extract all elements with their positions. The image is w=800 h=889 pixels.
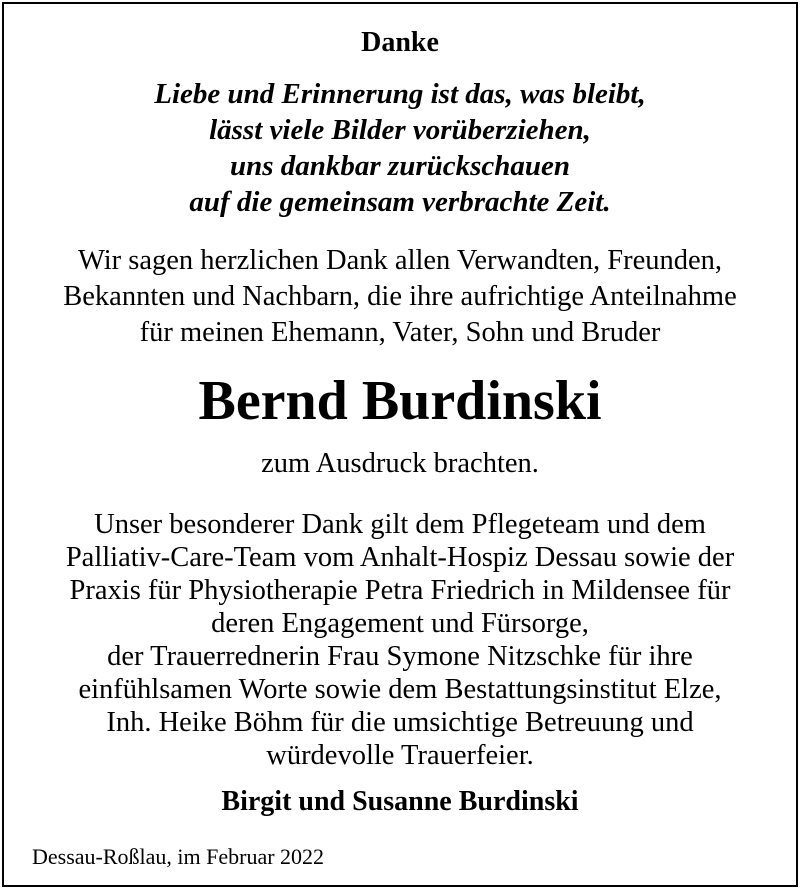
obituary-frame bbox=[2, 2, 798, 887]
place-date: Dessau-Roßlau, im Februar 2022 bbox=[32, 844, 325, 869]
special-thanks-line: Unser besonderer Dank gilt dem Pflegeteam und dem bbox=[94, 509, 706, 540]
thanks-line: für meinen Ehemann, Vater, Sohn und Bruder bbox=[139, 317, 661, 348]
deceased-name: Bernd Burdinski bbox=[198, 370, 602, 432]
special-thanks-line: der Trauerrednerin Frau Symone Nitzschke für ihre bbox=[107, 641, 693, 672]
poem-line: uns dankbar zurückschauen bbox=[229, 150, 571, 182]
poem-line: auf die gemeinsam verbrachte Zeit. bbox=[189, 186, 611, 218]
special-thanks-line: Praxis für Physiotherapie Petra Friedrich in Mildensee für bbox=[69, 575, 731, 606]
special-thanks-line: würdevolle Trauerfeier. bbox=[266, 740, 534, 771]
special-thanks-line: Palliativ-Care-Team vom Anhalt-Hospiz Dessau sowie der bbox=[65, 542, 735, 573]
special-thanks-line: Inh. Heike Böhm für die umsichtige Betreuung und bbox=[106, 707, 694, 738]
special-thanks-paragraph bbox=[4, 508, 796, 772]
after-name-text: zum Ausdruck brachten. bbox=[261, 448, 539, 479]
heading-danke: Danke bbox=[361, 27, 439, 58]
poem-line: Liebe und Erinnerung ist das, was bleibt, bbox=[154, 78, 646, 110]
special-thanks-line: deren Engagement und Fürsorge, bbox=[211, 608, 589, 639]
thanks-paragraph bbox=[4, 243, 796, 351]
poem bbox=[4, 76, 796, 220]
thanks-line: Bekannten und Nachbarn, die ihre aufrichtige Anteilnahme bbox=[63, 281, 737, 312]
special-thanks-line: einfühlsamen Worte sowie dem Bestattungsinstitut Elze, bbox=[78, 674, 722, 705]
thanks-line: Wir sagen herzlichen Dank allen Verwandten, Freunden, bbox=[77, 245, 723, 276]
signers: Birgit und Susanne Burdinski bbox=[221, 786, 579, 817]
poem-line: lässt viele Bilder vorüberziehen, bbox=[209, 114, 591, 146]
